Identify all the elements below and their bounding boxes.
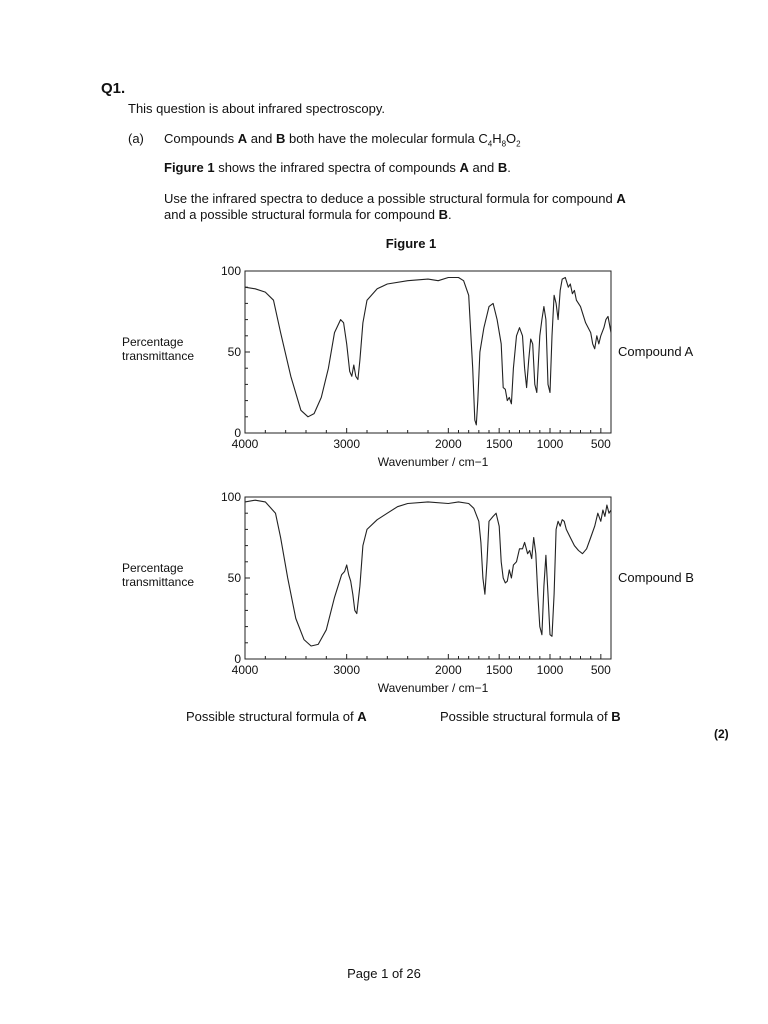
- figure-ref-end: .: [507, 160, 511, 175]
- part-label: (a): [128, 131, 144, 146]
- formula-c-sub: 4: [487, 139, 493, 149]
- y-tick-label: 0: [234, 426, 241, 440]
- instruction-a: A: [616, 191, 626, 206]
- spectrum-compound-b: [122, 490, 694, 695]
- x-axis-label: Wavenumber / cm−1: [377, 681, 489, 695]
- compound-b-ref: B: [276, 131, 286, 146]
- question-intro: This question is about infrared spectroscopy.: [128, 101, 386, 116]
- x-tick-label: 3000: [333, 663, 361, 677]
- x-tick-label: 4000: [231, 663, 259, 677]
- formula-o-sub: 2: [516, 139, 521, 149]
- answer-b-label: [440, 709, 621, 724]
- y-tick-label: 100: [220, 264, 241, 278]
- formula-h: H: [492, 131, 502, 146]
- figure-ref-text-1: shows the infrared spectra of compounds: [214, 160, 460, 175]
- statement-text-2: and: [247, 131, 277, 146]
- statement-text-1: Compounds: [164, 131, 238, 146]
- spectrum-line: [245, 278, 611, 425]
- y-axis-label-line2: transmittance: [122, 349, 195, 363]
- x-tick-label: 1500: [485, 663, 513, 677]
- instruction-b: B: [438, 207, 448, 222]
- answer-a-text: Possible structural formula of: [186, 709, 358, 724]
- y-axis-label-line2: transmittance: [122, 575, 195, 589]
- x-tick-label: 2000: [434, 663, 462, 677]
- y-axis-label-line1: Percentage: [122, 561, 184, 575]
- series-label: Compound A: [618, 344, 694, 359]
- answer-b-compound: B: [611, 709, 621, 724]
- series-label: Compound B: [618, 570, 694, 585]
- figure-ref-b: B: [497, 160, 508, 175]
- figure-title: Figure 1: [385, 236, 437, 251]
- x-tick-label: 500: [590, 663, 611, 677]
- compound-a-ref: A: [237, 131, 248, 146]
- y-tick-label: 50: [227, 345, 241, 359]
- x-tick-label: 500: [590, 437, 611, 451]
- answer-b-text: Possible structural formula of: [440, 709, 612, 724]
- x-tick-label: 1500: [485, 437, 513, 451]
- x-tick-label: 3000: [333, 437, 361, 451]
- x-axis-label: Wavenumber / cm−1: [377, 455, 489, 469]
- figure-ref-bold: Figure 1: [164, 160, 215, 175]
- formula-o: O: [506, 131, 517, 146]
- x-tick-label: 2000: [434, 437, 462, 451]
- y-tick-label: 0: [234, 652, 241, 666]
- plot-frame: [245, 497, 611, 659]
- spectrum-compound-a: [122, 264, 693, 469]
- x-tick-label: 1000: [536, 663, 564, 677]
- y-tick-label: 50: [227, 571, 241, 585]
- y-axis-label-line1: Percentage: [122, 335, 184, 349]
- question-number: Q1.: [101, 80, 126, 97]
- figure-ref-text-2: and: [468, 160, 498, 175]
- figure-ref-a: A: [459, 160, 469, 175]
- answer-a-compound: A: [357, 709, 367, 724]
- instruction-text-2: and a possible structural formula for compound: [164, 207, 439, 222]
- formula-h-sub: 8: [501, 139, 507, 149]
- instruction-text-1: Use the infrared spectra to deduce a possible structural formula for compound: [164, 191, 617, 206]
- spectrum-line: [245, 500, 611, 646]
- answer-a-label: [186, 709, 367, 724]
- y-tick-label: 100: [220, 490, 241, 504]
- x-tick-label: 4000: [231, 437, 259, 451]
- instruction-end: .: [447, 207, 452, 222]
- statement-text-3: both have the molecular formula C: [285, 131, 488, 146]
- marks-label: (2): [714, 727, 729, 741]
- page-footer: Page 1 of 26: [347, 966, 421, 981]
- x-tick-label: 1000: [536, 437, 564, 451]
